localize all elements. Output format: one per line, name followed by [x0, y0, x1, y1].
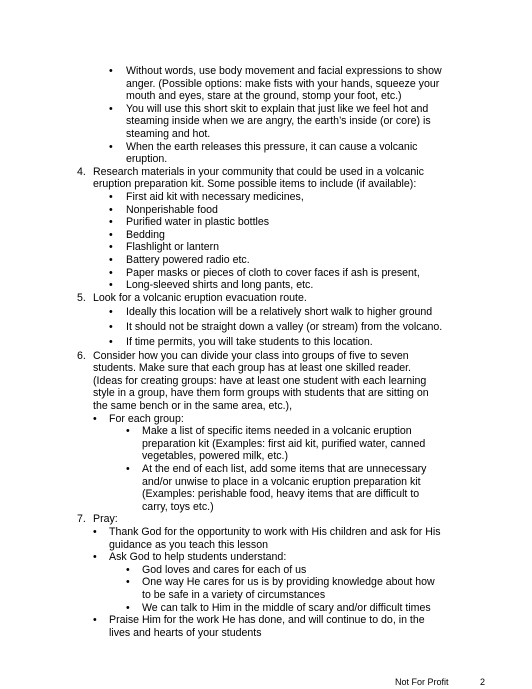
item5-bullet: It should not be straight down a valley (or stream) from the volcano.	[126, 320, 443, 333]
item6-sub2-line2: and/or unwise to place in a volcanic eruption preparation kit	[142, 475, 421, 488]
bullet-marker: •	[93, 551, 97, 564]
bullet-marker: •	[126, 425, 130, 438]
item4-number: 4.	[77, 165, 86, 178]
item7-sub1: God loves and cares for each of us	[142, 563, 307, 576]
bullet-marker: •	[109, 320, 113, 333]
bullet-marker: •	[109, 279, 113, 292]
item4-line1: Research materials in your community that could be used in a volcanic	[93, 165, 424, 178]
bullet-marker: •	[126, 462, 130, 475]
item7-sub3: We can talk to Him in the middle of scary and/or difficult times	[142, 601, 431, 614]
item4-bullet: Long-sleeved shirts and long pants, etc.	[126, 279, 314, 292]
item7-sub2-line1: One way He cares for us is by providing knowledge about how	[142, 576, 435, 589]
item4-bullet: Flashlight or lantern	[126, 241, 220, 254]
bullet-marker: •	[109, 203, 113, 216]
bullet-marker: •	[93, 525, 97, 538]
bullet-marker: •	[109, 140, 113, 153]
item3-bullet1-line2: anger. (Possible options: make fists with your hands, squeeze your	[126, 77, 440, 90]
item7-bullet1-line2: guidance as you teach this lesson	[109, 538, 269, 551]
item5-bullet: Ideally this location will be a relatively short walk to higher ground	[126, 305, 433, 318]
item3-bullet1-line3: mouth and eyes, stare at the ground, stomp your foot, etc.)	[126, 90, 402, 103]
item3-bullet1-line1: Without words, use body movement and facial expressions to show	[126, 65, 442, 77]
item4-bullet: Nonperishable food	[126, 203, 218, 216]
item4-bullet: Bedding	[126, 228, 165, 241]
bullet-marker: •	[109, 305, 113, 318]
item7-bullet3-line2: lives and hearts of your students	[109, 626, 262, 639]
item6-sub2-line4: carry, toys etc.)	[142, 500, 214, 513]
bullet-marker: •	[109, 266, 113, 279]
item5-bullet: If time permits, you will take students to this location.	[126, 335, 373, 348]
item7-sub2-line2: to be safe in a variety of circumstances	[142, 588, 326, 601]
bullet-marker: •	[126, 563, 130, 576]
bullet-marker: •	[93, 614, 97, 627]
item5-line1: Look for a volcanic eruption evacuation route.	[93, 291, 307, 304]
item7-bullet2: Ask God to help students understand:	[109, 551, 287, 564]
item3-bullet2-line2: steaming inside when we are angry, the earth’s inside (or core) is	[126, 115, 431, 128]
item7-line1: Pray:	[93, 513, 118, 526]
item3-bullet2-line1: You will use this short skit to explain that just like we feel hot and	[126, 102, 429, 115]
bullet-marker: •	[126, 576, 130, 589]
item6-bullet: For each group:	[109, 412, 184, 425]
item5-number: 5.	[77, 291, 86, 304]
item6-line4: style in a group, have them form groups with students that are sitting on	[93, 387, 429, 400]
item6-sub1-line1: Make a list of specific items needed in a volcanic eruption	[142, 425, 412, 438]
item6-line1: Consider how you can divide your class into groups of five to seven	[93, 349, 409, 362]
item6-sub2-line3: (Examples: perishable food, heavy items that are difficult to	[142, 488, 420, 501]
item4-bullet: First aid kit with necessary medicines,	[126, 191, 304, 203]
bullet-marker: •	[109, 228, 113, 241]
item4-bullet: Purified water in plastic bottles	[126, 216, 270, 229]
footer-label: Not For Profit	[395, 677, 449, 687]
bullet-marker: •	[109, 254, 113, 266]
item4-bullet: Battery powered radio etc.	[126, 254, 250, 266]
item6-line3: (Ideas for creating groups: have at least one student with each learning	[93, 374, 427, 387]
item3-bullet2-line3: steaming and hot.	[126, 128, 211, 140]
item7-bullet3-line1: Praise Him for the work He has done, and will continue to do, in the	[109, 614, 425, 627]
bullet-marker: •	[109, 335, 113, 348]
item7-number: 7.	[77, 513, 86, 526]
item3-bullet3-line1: When the earth releases this pressure, it can cause a volcanic	[126, 140, 418, 153]
bullet-marker: •	[93, 412, 97, 425]
item3-bullet3-line2: eruption.	[126, 153, 168, 166]
item6-sub2-line1: At the end of each list, add some items that are unnecessary	[142, 462, 427, 475]
item6-sub1-line2: preparation kit (Examples: first aid kit, purified water, canned	[142, 437, 426, 450]
item4-line2: eruption preparation kit. Some possible items to include (if available):	[93, 178, 417, 191]
bullet-marker: •	[109, 241, 113, 254]
item6-line5: the same bench or in the same area, etc.),	[93, 399, 293, 412]
item6-line2: students. Make sure that each group has at least one skilled reader.	[93, 362, 412, 375]
page-number: 2	[480, 677, 486, 687]
bullet-marker: •	[109, 65, 113, 77]
bullet-marker: •	[109, 216, 113, 229]
item7-bullet1-line1: Thank God for the opportunity to work with His children and ask for His	[109, 525, 441, 538]
bullet-marker: •	[126, 601, 130, 614]
item6-number: 6.	[77, 349, 86, 362]
bullet-marker: •	[109, 191, 113, 203]
item6-sub1-line3: vegetables, powered milk, etc.)	[142, 450, 289, 463]
item4-bullet: Paper masks or pieces of cloth to cover faces if ash is present,	[126, 266, 420, 279]
bullet-marker: •	[109, 102, 113, 115]
